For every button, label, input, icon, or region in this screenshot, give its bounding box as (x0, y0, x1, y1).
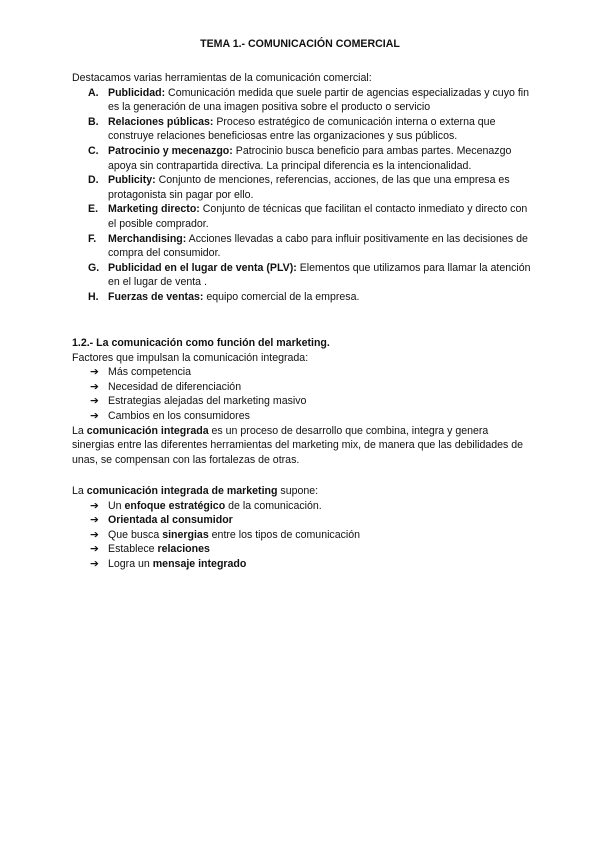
section-heading: 1.2.- La comunicación como función del marketing. (72, 337, 330, 349)
arrow-icon: ➔ (90, 366, 99, 379)
item-marker: F. (88, 232, 97, 245)
item-marker: B. (88, 115, 99, 128)
factors-list (72, 365, 532, 423)
list-item (72, 173, 532, 202)
item-text: Necesidad de diferenciación (108, 380, 242, 393)
text-run: Un (108, 499, 125, 512)
arrow-icon: ➔ (90, 409, 99, 422)
item-description: Patrocinio busca beneficio para ambas partes. Mecenazgo apoya sin contrapartida directiva. La principal diferencia es la intencionalidad. (108, 144, 512, 172)
item-marker: A. (88, 86, 99, 99)
item-marker: D. (88, 174, 99, 187)
item-term: Merchandising: (108, 232, 187, 245)
text-run: de la comunicación. (225, 499, 322, 512)
bold-term: mensaje integrado (152, 557, 247, 570)
list-item (72, 202, 532, 231)
bold-term: comunicación integrada (86, 424, 209, 437)
item-term: Patrocinio y mecenazgo: (108, 144, 233, 157)
list-item (72, 542, 532, 557)
item-marker: C. (88, 144, 99, 157)
item-term: Publicidad: (108, 86, 166, 99)
item-description: equipo comercial de la empresa. (203, 290, 360, 303)
text-run: Establece (108, 543, 158, 556)
integrated-intro (72, 484, 532, 499)
text-run: Logra un (108, 557, 153, 570)
list-item (72, 409, 532, 424)
item-term: Relaciones públicas: (108, 115, 214, 128)
item-marker: E. (88, 203, 99, 216)
page-title: TEMA 1.- COMUNICACIÓN COMERCIAL (200, 38, 400, 50)
arrow-icon: ➔ (90, 395, 99, 408)
section-integrated-communication (72, 484, 532, 572)
arrow-icon: ➔ (90, 543, 99, 556)
list-item (72, 144, 532, 173)
item-marker: H. (88, 290, 99, 303)
item-text: Más competencia (108, 366, 192, 379)
list-item (72, 115, 532, 144)
arrow-icon: ➔ (90, 514, 99, 527)
arrow-icon: ➔ (90, 499, 99, 512)
item-text: Cambios en los consumidores (108, 409, 250, 422)
item-term: Marketing directo: (108, 203, 200, 216)
bold-term: sinergias (162, 528, 209, 541)
arrow-icon: ➔ (90, 528, 99, 541)
bold-term: relaciones (157, 543, 210, 556)
list-item (72, 557, 532, 572)
text-run: La (72, 485, 87, 497)
intro-text: Destacamos varias herramientas de la comunicación comercial: (72, 72, 372, 84)
list-item (72, 394, 532, 409)
list-item (72, 528, 532, 543)
bold-term: enfoque estratégico (124, 499, 226, 512)
list-item (72, 380, 532, 395)
list-item (72, 290, 532, 305)
item-description: Conjunto de técnicas que facilitan el contacto inmediato y directo con el posible comprador. (108, 203, 528, 230)
item-term: Fuerzas de ventas: (108, 290, 204, 303)
definition-paragraph (72, 424, 532, 468)
bold-term: comunicación integrada de marketing (86, 485, 278, 497)
list-item (72, 261, 532, 290)
text-run: La (72, 424, 87, 437)
list-item (72, 513, 532, 528)
list-item (72, 499, 532, 514)
list-item (72, 86, 532, 115)
list-item (72, 365, 532, 380)
tools-section (72, 71, 532, 305)
text-run: entre los tipos de comunicación (208, 528, 361, 541)
list-item (72, 232, 532, 261)
item-term: Publicidad en el lugar de venta (PLV): (108, 261, 297, 274)
arrow-icon: ➔ (90, 380, 99, 393)
section-marketing-communication (72, 336, 532, 467)
item-description: Comunicación medida que suele partir de agencias especializadas y cuyo fin es la generación de una imagen positiva sobre el producto o servicio (108, 86, 530, 114)
item-description: Conjunto de menciones, referencias, acciones, de las que una empresa es protagonista sin pagar por ello. (108, 174, 510, 201)
text-run: Que busca (108, 528, 163, 541)
item-text: Estrategias alejadas del marketing masivo (108, 395, 307, 408)
arrow-icon: ➔ (90, 557, 99, 570)
tools-list (72, 86, 532, 305)
text-run: supone: (277, 485, 319, 497)
bold-term: Orientada al consumidor (108, 514, 233, 527)
item-description: Proceso estratégico de comunicación interna o externa que construye relaciones beneficiosas entre las organizaciones y sus públicos. (108, 115, 496, 143)
factors-intro: Factores que impulsan la comunicación integrada: (72, 351, 309, 364)
integrated-list (72, 499, 532, 572)
item-marker: G. (88, 261, 100, 274)
item-description: Elementos que utilizamos para llamar la atención en el lugar de venta . (108, 261, 531, 289)
item-term: Publicity: (108, 174, 156, 187)
item-description: Acciones llevadas a cabo para influir positivamente en las decisiones de compra del consumidor. (108, 232, 528, 260)
text-run: es un proceso de desarrollo que combina, integra y genera sinergias entre las diferentes herramientas del marketing mix, de manera que las debilidades de unas, se compensan con las fortalezas de otras. (72, 424, 524, 466)
